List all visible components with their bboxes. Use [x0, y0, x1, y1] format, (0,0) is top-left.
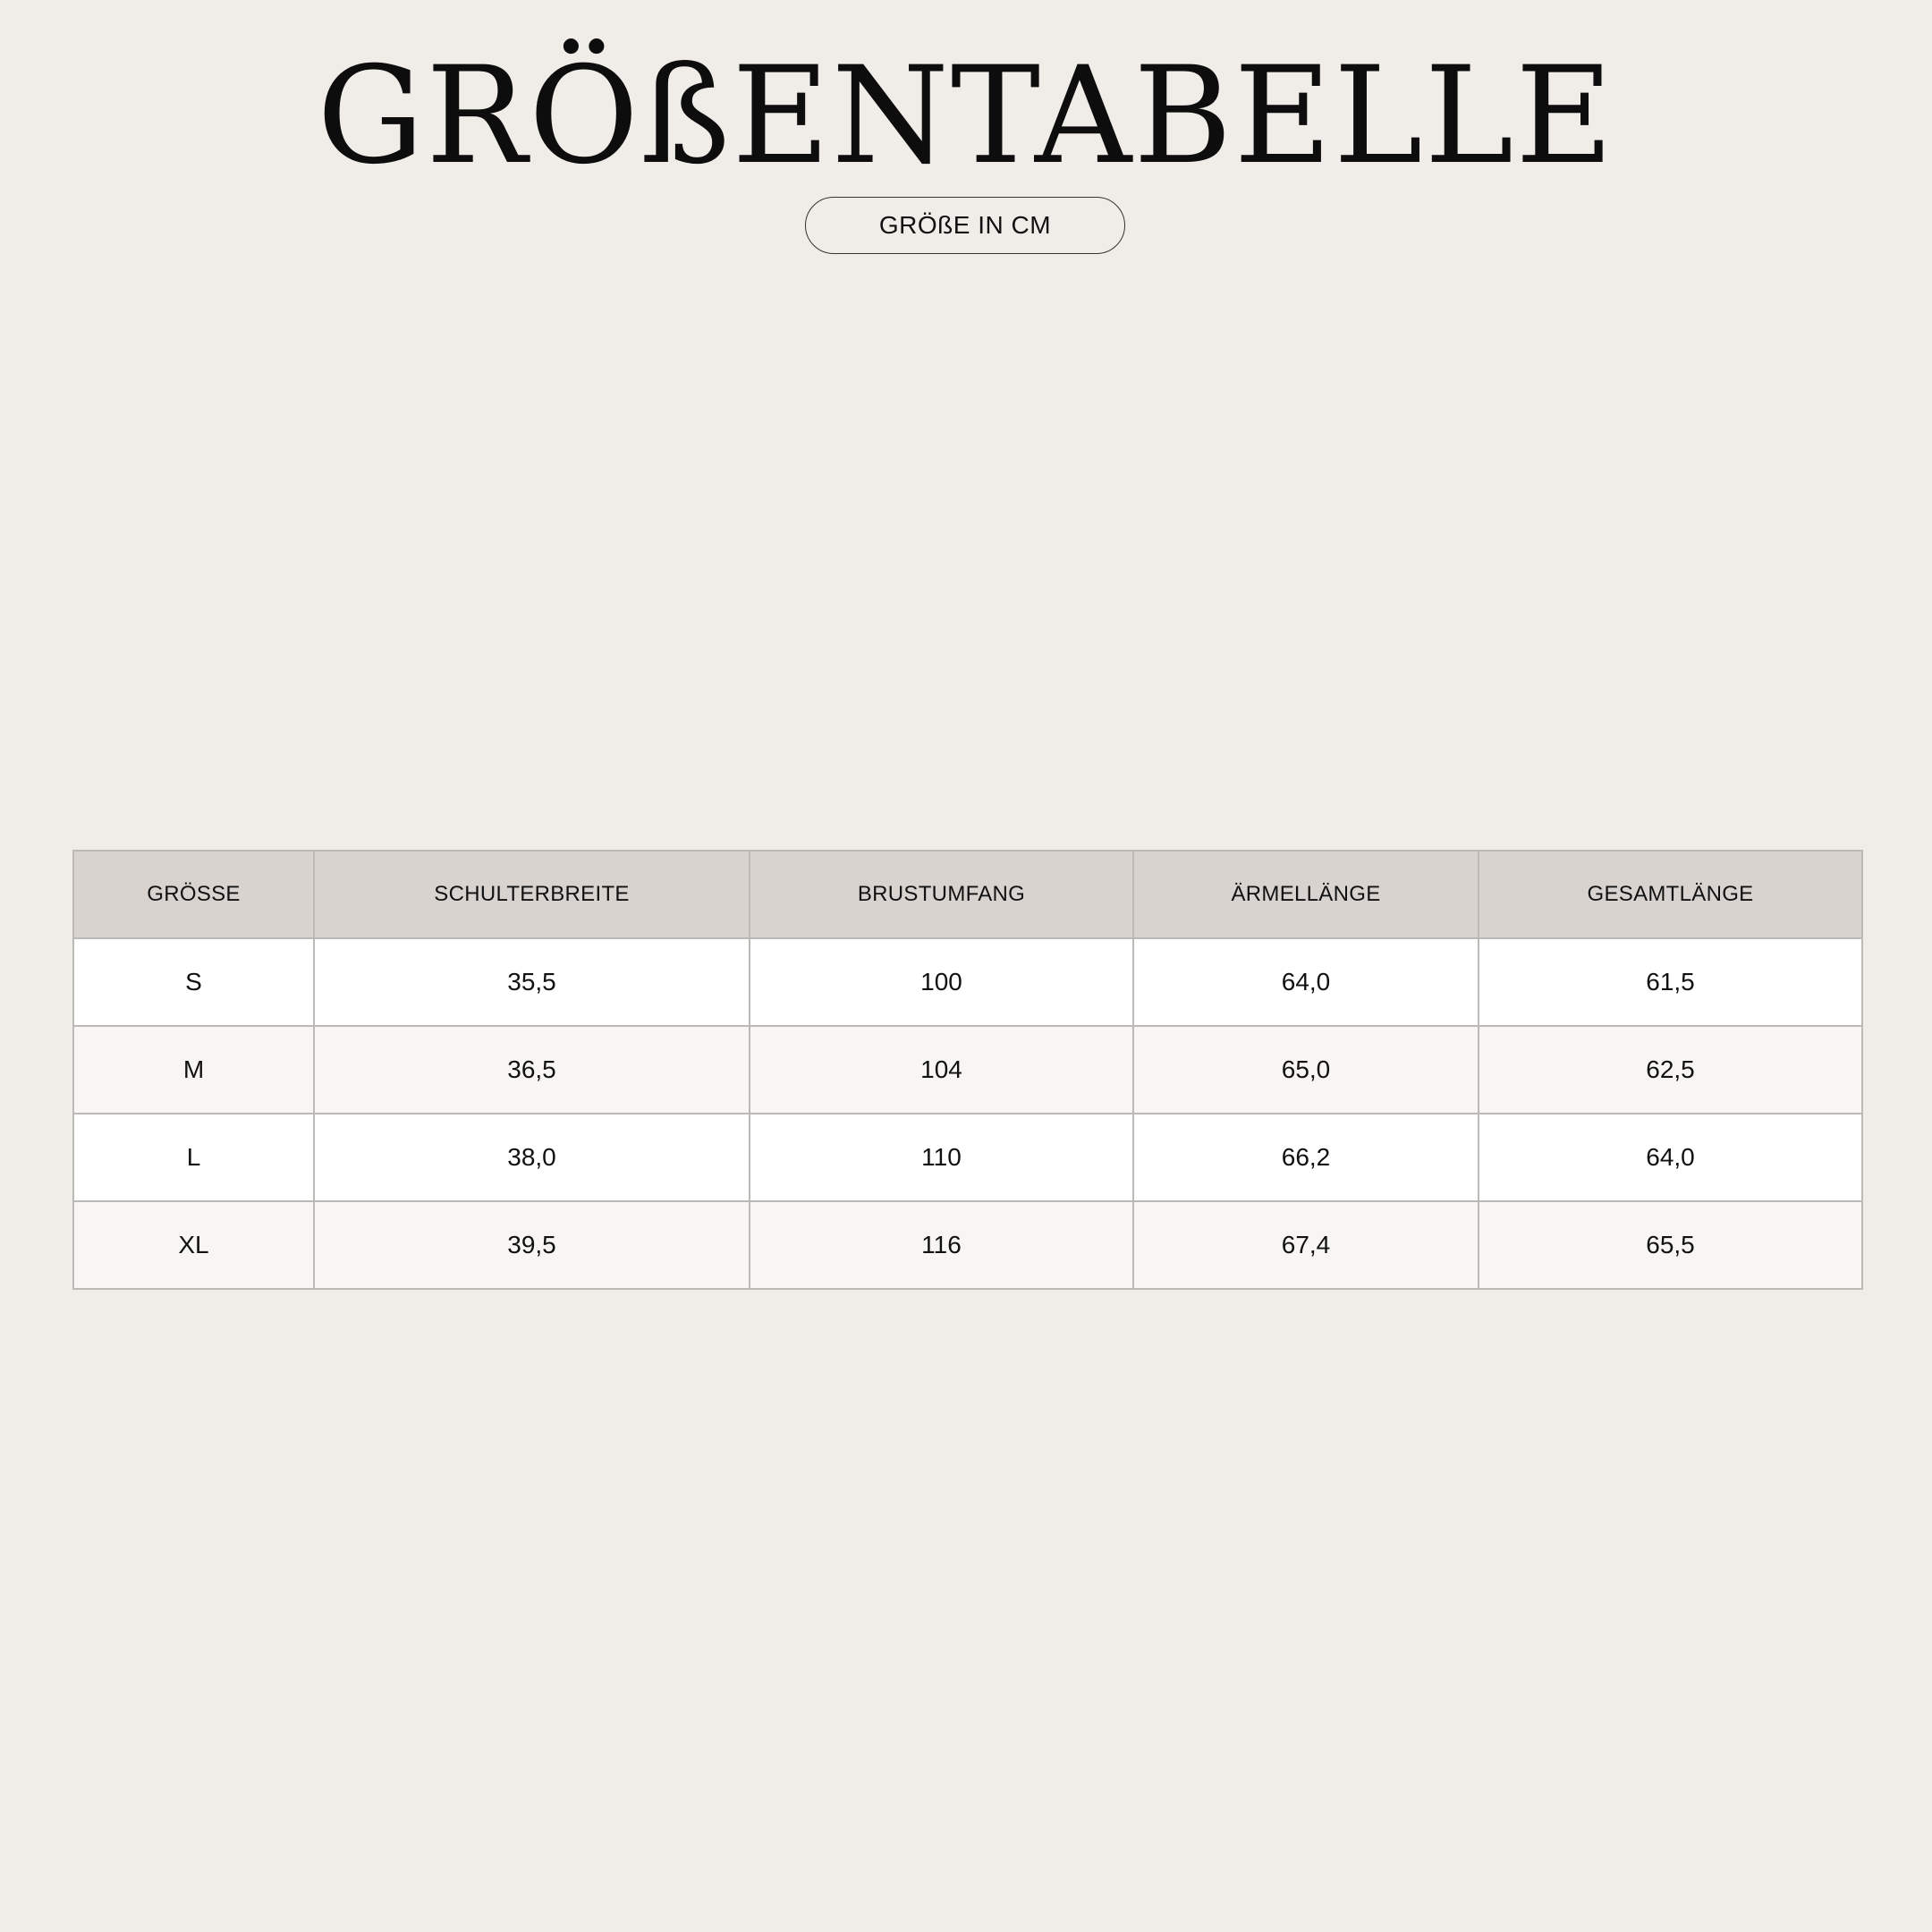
table-cell: 66,2 — [1133, 1114, 1479, 1201]
table-row — [73, 1026, 1862, 1114]
size-table — [72, 850, 1863, 1290]
header-schulterbreite: SCHULTERBREITE — [314, 851, 750, 938]
header-aermellaenge: ÄRMELLÄNGE — [1133, 851, 1479, 938]
table-cell: L — [73, 1114, 314, 1201]
table-cell: 110 — [750, 1114, 1133, 1201]
table-row — [73, 938, 1862, 1026]
table-cell: 38,0 — [314, 1114, 750, 1201]
table-cell: 65,0 — [1133, 1026, 1479, 1114]
table-cell: 39,5 — [314, 1201, 750, 1289]
table-cell: 64,0 — [1133, 938, 1479, 1026]
table-cell: 65,5 — [1479, 1201, 1862, 1289]
table-cell: 36,5 — [314, 1026, 750, 1114]
table-cell: 104 — [750, 1026, 1133, 1114]
table-cell: 62,5 — [1479, 1026, 1862, 1114]
table-cell: 116 — [750, 1201, 1133, 1289]
table-cell: 61,5 — [1479, 938, 1862, 1026]
table-cell: 64,0 — [1479, 1114, 1862, 1201]
table-cell: XL — [73, 1201, 314, 1289]
table-cell: S — [73, 938, 314, 1026]
unit-badge: GRÖßE IN CM — [805, 197, 1125, 254]
header-groesse: GRÖSSE — [73, 851, 314, 938]
page-title: GRÖßENTABELLE — [317, 38, 1615, 194]
header-brustumfang: BRUSTUMFANG — [750, 851, 1133, 938]
table-row — [73, 1201, 1862, 1289]
table-cell: 67,4 — [1133, 1201, 1479, 1289]
table-header-row — [73, 851, 1862, 938]
table-cell: 100 — [750, 938, 1133, 1026]
header-gesamtlaenge: GESAMTLÄNGE — [1479, 851, 1862, 938]
table-cell: M — [73, 1026, 314, 1114]
table-cell: 35,5 — [314, 938, 750, 1026]
table-row — [73, 1114, 1862, 1201]
